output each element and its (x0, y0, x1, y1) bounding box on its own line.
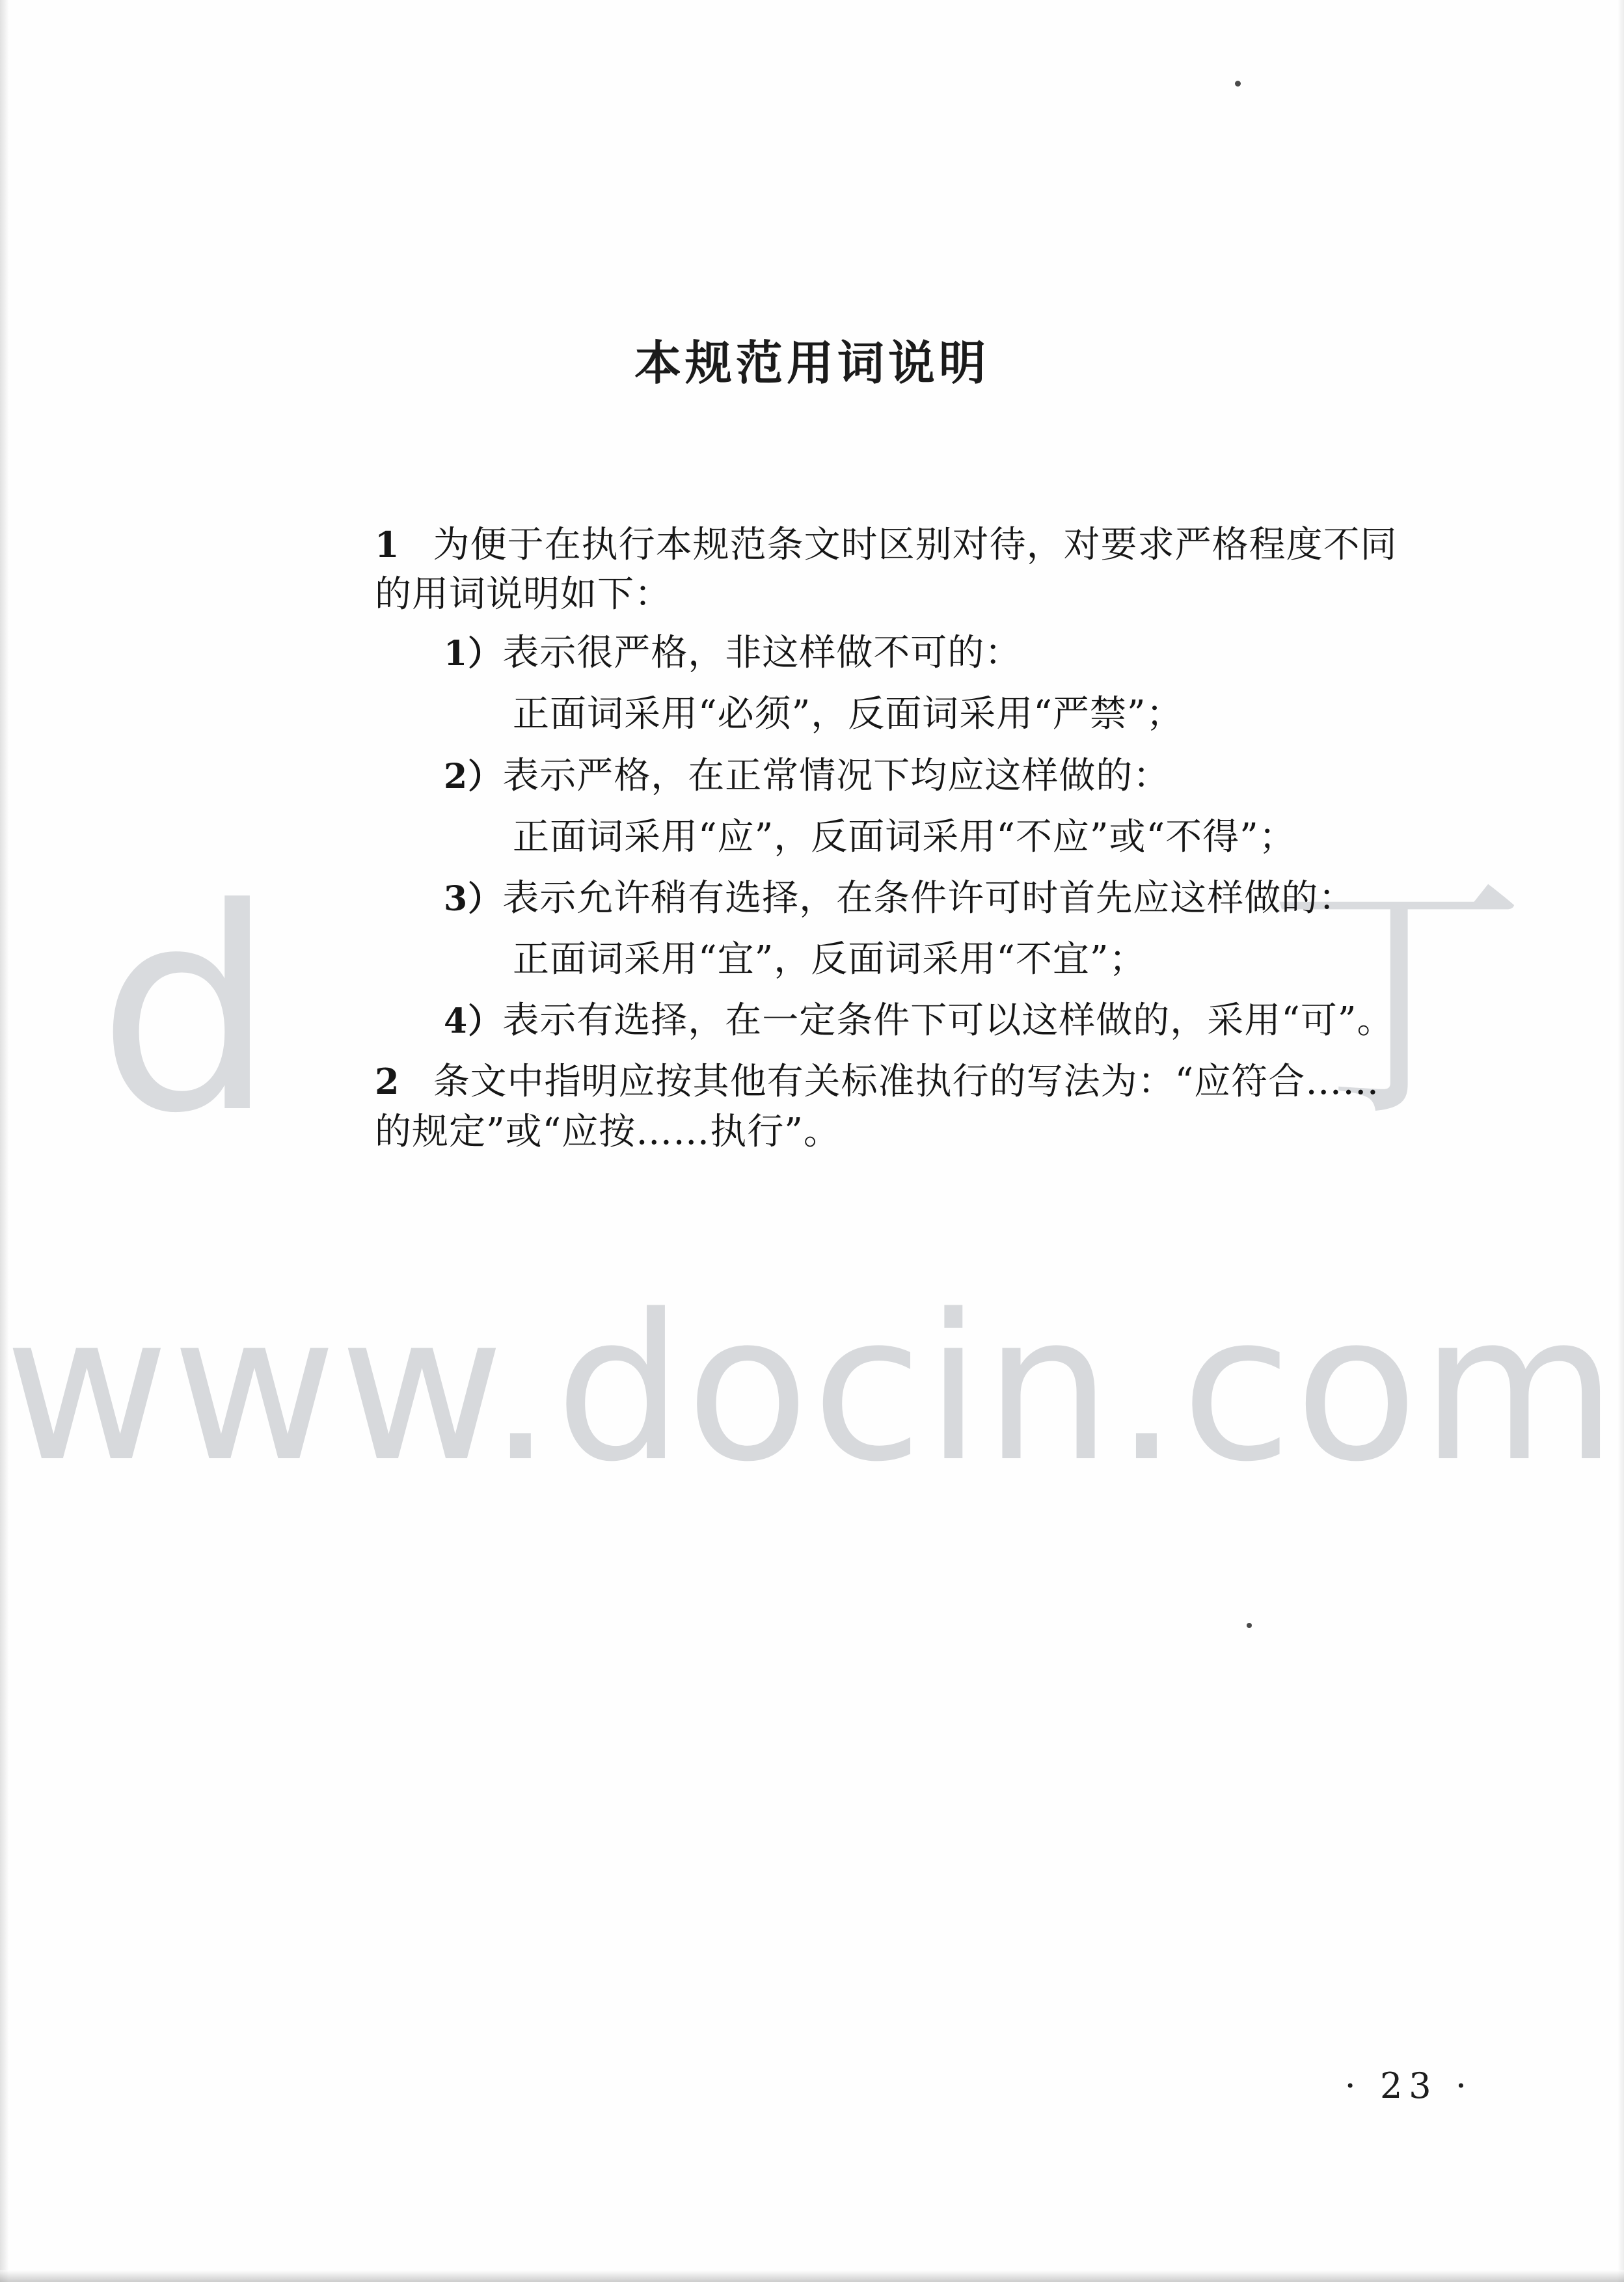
list-item-1-lead-text: 表示很严格，非这样做不可的： (502, 632, 1022, 675)
list-item-1-lead (444, 629, 1411, 678)
section-2-number: 2 (375, 1061, 399, 1103)
list-item-2-lead-text: 表示严格，在正常情况下均应这样做的： (502, 754, 1171, 797)
section-1-text: 为便于在执行本规范条文时区别对待，对要求严格程度不同的用词说明如下： (375, 524, 1398, 616)
page-title: 本规范用词说明 (634, 336, 990, 390)
list-item-4-lead (444, 996, 1411, 1046)
list-item-4-label: 4） (444, 1001, 503, 1042)
list-item-3-detail: 正面词采用“宜”，反面词采用“不宜”； (513, 938, 1146, 981)
list-item-1-detail: 正面词采用“必须”，反面词采用“严禁”； (513, 693, 1184, 736)
scan-edge-bottom (0, 2270, 1624, 2282)
page-number: · 23 · (1344, 2065, 1473, 2106)
list-item-3-lead (444, 874, 1411, 923)
list-item-3-lead-text: 表示允许稍有选择，在条件许可时首先应这样做的： (502, 876, 1356, 919)
list-item-2-label: 2） (444, 756, 503, 796)
list-item-4-lead-text: 表示有选择，在一定条件下可以这样做的，采用“可”。 (502, 999, 1394, 1042)
watermark-left-glyph: d (98, 849, 275, 1175)
list-item-1-label: 1） (444, 634, 503, 674)
document-body (213, 393, 1411, 1157)
list-item-2-detail: 正面词采用“应”，反面词采用“不应”或“不得”； (513, 815, 1296, 858)
watermark-main: www.docin.com (4, 1271, 1620, 1506)
watermark-right-glyph: 丁 (1266, 850, 1526, 1153)
list-item-3-label: 3） (444, 878, 503, 919)
section-2-text: 条文中指明应按其他有关标准执行的写法为：“应符合……的规定”或“应按……执行”。 (375, 1061, 1380, 1153)
section-2 (375, 1057, 1411, 1156)
section-1-number: 1 (375, 524, 399, 565)
section-1 (375, 521, 1411, 619)
scan-speck-middle (1247, 1623, 1252, 1628)
list-item-2-lead (444, 752, 1411, 801)
